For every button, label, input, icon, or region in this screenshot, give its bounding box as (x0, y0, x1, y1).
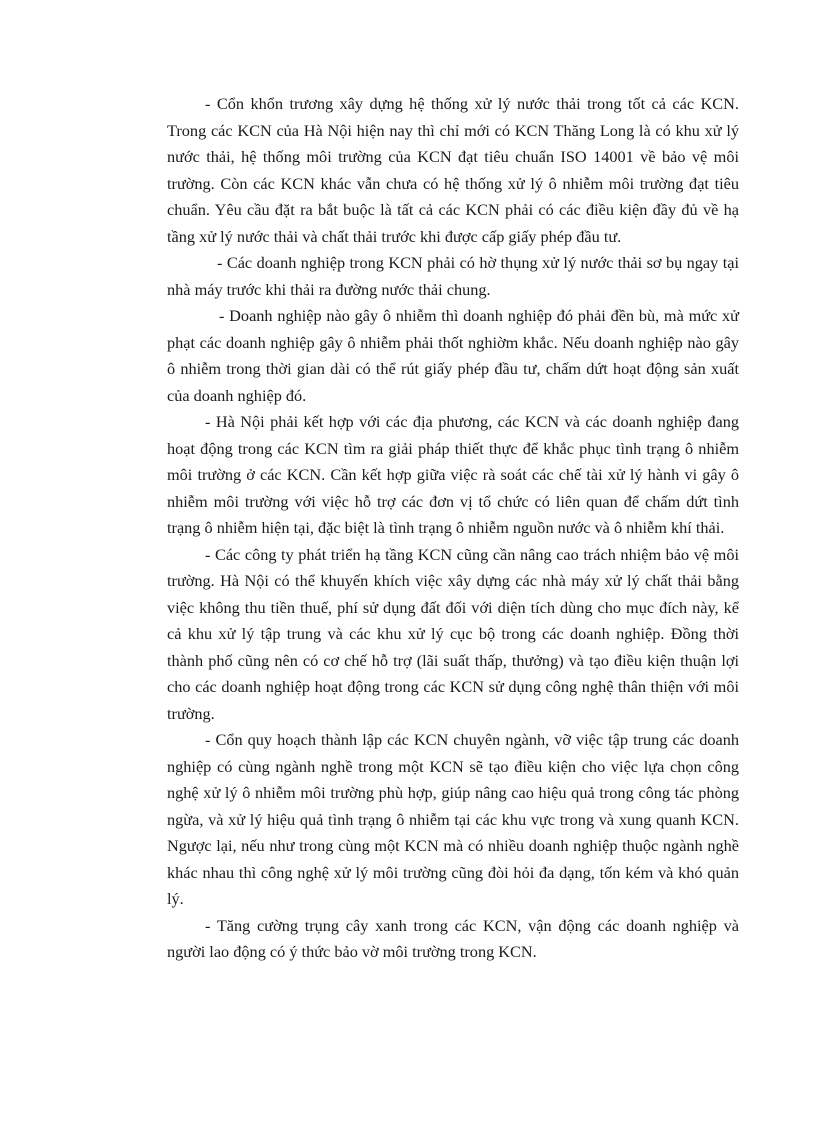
document-body (167, 91, 739, 966)
paragraph-specialized-zones: - Cổn quy hoạch thành lập các KCN chuyên ngành, vỡ việc tập trung các doanh nghiệp có cùng ngành nghề trong một KCN sẽ tạo điều kiện cho việc lựa chọn công nghệ xử lý ô nhiễm môi trường phù hợp, giúp nâng cao hiệu quả trong công tác phòng ngừa, và xử lý hiệu quả tình trạng ô nhiễm tại các khu vực trong và xung quanh KCN. Ngược lại, nếu như trong cùng một KCN mà có nhiều doanh nghiệp thuộc ngành nghề khác nhau thì công nghệ xử lý môi trường cũng đòi hỏi đa dạng, tốn kém và khó quản lý. (167, 730, 739, 908)
paragraph-coordination: - Hà Nội phải kết hợp với các địa phương, các KCN và các doanh nghiệp đang hoạt động trong các KCN tìm ra giải pháp thiết thực để khắc phục tình trạng ô nhiễm môi trường ở các KCN. Cần kết hợp giữa việc rà soát các chế tài xử lý hành vi gây ô nhiễm môi trường với việc hỗ trợ các đơn vị tổ chức có liên quan để chấm dứt tình trạng ô nhiễm hiện tại, đặc biệt là tình trạng ô nhiễm nguồn nước và ô nhiễm khí thải. (167, 412, 739, 537)
paragraph-pretreatment: - Các doanh nghiệp trong KCN phải có hờ thụng xử lý nước thải sơ bụ ngay tại nhà máy trước khi thải ra đường nước thải chung. (167, 253, 739, 299)
paragraph-infrastructure-companies: - Các công ty phát triển hạ tầng KCN cũng cần nâng cao trách nhiệm bảo vệ môi trường. Hà Nội có thể khuyến khích việc xây dựng các nhà máy xử lý chất thải bằng việc không thu tiền thuế, phí sử dụng đất đối với diện tích dùng cho mục đích này, kể cả khu xử lý tập trung và các khu xử lý cục bộ trong các doanh nghiệp. Đồng thời thành phố cũng nên có cơ chế hỗ trợ (lãi suất thấp, thưởng) và tạo điều kiện thuận lợi cho các doanh nghiệp hoạt động trong các KCN sử dụng công nghệ thân thiện với môi trường. (167, 544, 739, 723)
paragraph-polluter-pays: - Doanh nghiệp nào gây ô nhiễm thì doanh nghiệp đó phải đền bù, mà mức xử phạt các doanh nghiệp gây ô nhiễm phải thốt nghiờm khắc. Nếu doanh nghiệp nào gây ô nhiễm trong thời gian dài có thể rút giấy phép đầu tư, chấm dứt hoạt động sản xuất của doanh nghiệp đó. (167, 306, 739, 405)
paragraph-wastewater-systems: - Cổn khổn trương xây dựng hệ thống xử lý nước thải trong tốt cả các KCN. Trong các KCN của Hà Nội hiện nay thì chỉ mới có KCN Thăng Long là có khu xử lý nước thải, hệ thống môi trường của KCN đạt tiêu chuẩn ISO 14001 về bảo vệ môi trường. Còn các KCN khác vẫn chưa có hệ thống xử lý ô nhiễm môi trường đạt tiêu chuẩn. Yêu cầu đặt ra bắt buộc là tất cả các KCN phải có các điều kiện đầy đủ về hạ tầng xử lý nước thải và chất thải trước khi được cấp giấy phép đầu tư. (167, 94, 739, 246)
paragraph-green-trees: - Tăng cường trụng cây xanh trong các KCN, vận động các doanh nghiệp và người lao động có ý thức bảo vờ môi trường trong KCN. (167, 915, 739, 961)
